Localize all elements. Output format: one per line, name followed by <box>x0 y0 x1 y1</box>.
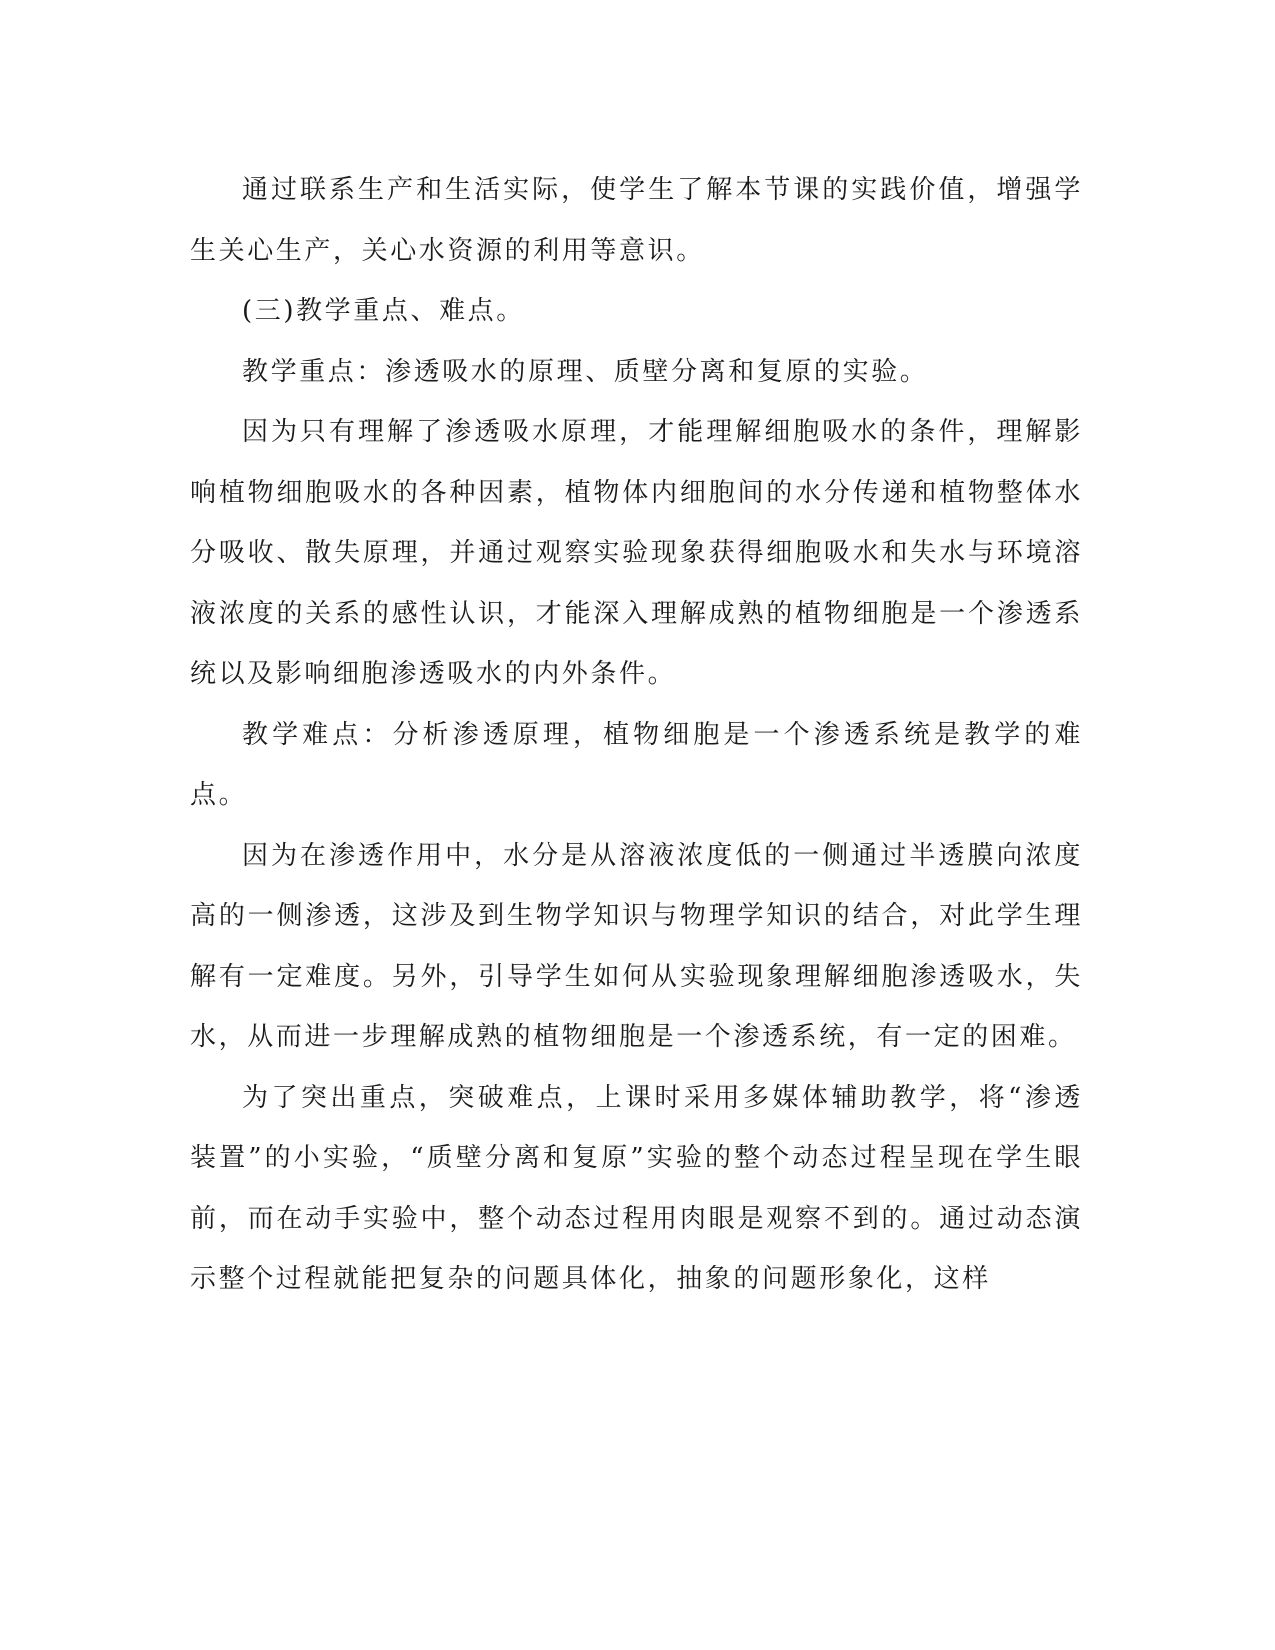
paragraph-difficult-point-reason: 因为在渗透作用中，水分是从溶液浓度低的一侧通过半透膜向浓度高的一侧渗透，这涉及到生物学知识与物理学知识的结合，对此学生理解有一定难度。另外，引导学生如何从实验现象理解细胞渗透吸水，失水，从而进一步理解成熟的植物细胞是一个渗透系统，有一定的困难。 <box>190 840 1083 1052</box>
paragraph-multimedia-teaching: 为了突出重点，突破难点，上课时采用多媒体辅助教学，将“渗透装置”的小实验，“质壁分离和复原”实验的整个动态过程呈现在学生眼前，而在动手实验中，整个动态过程用肉眼是观察不到的。通过动态演示整个过程就能把复杂的问题具体化，抽象的问题形象化，这样 <box>190 1082 1083 1294</box>
paragraph-practice-value: 通过联系生产和生活实际，使学生了解本节课的实践价值，增强学生关心生产，关心水资源的利用等意识。 <box>190 175 1083 266</box>
paragraph-teaching-difficult-point: 教学难点：分析渗透原理，植物细胞是一个渗透系统是教学的难点。 <box>190 719 1083 810</box>
paragraph-key-point-reason: 因为只有理解了渗透吸水原理，才能理解细胞吸水的条件，理解影响植物细胞吸水的各种因素，植物体内细胞间的水分传递和植物整体水分吸收、散失原理，并通过观察实验现象获得细胞吸水和失水与环境溶液浓度的关系的感性认识，才能深入理解成熟的植物细胞是一个渗透系统以及影响细胞渗透吸水的内外条件。 <box>190 417 1083 689</box>
document-body <box>190 160 1083 1310</box>
section-heading-key-difficult-points: (三)教学重点、难点。 <box>242 296 525 326</box>
paragraph-teaching-key-point: 教学重点：渗透吸水的原理、质壁分离和复原的实验。 <box>242 356 929 387</box>
